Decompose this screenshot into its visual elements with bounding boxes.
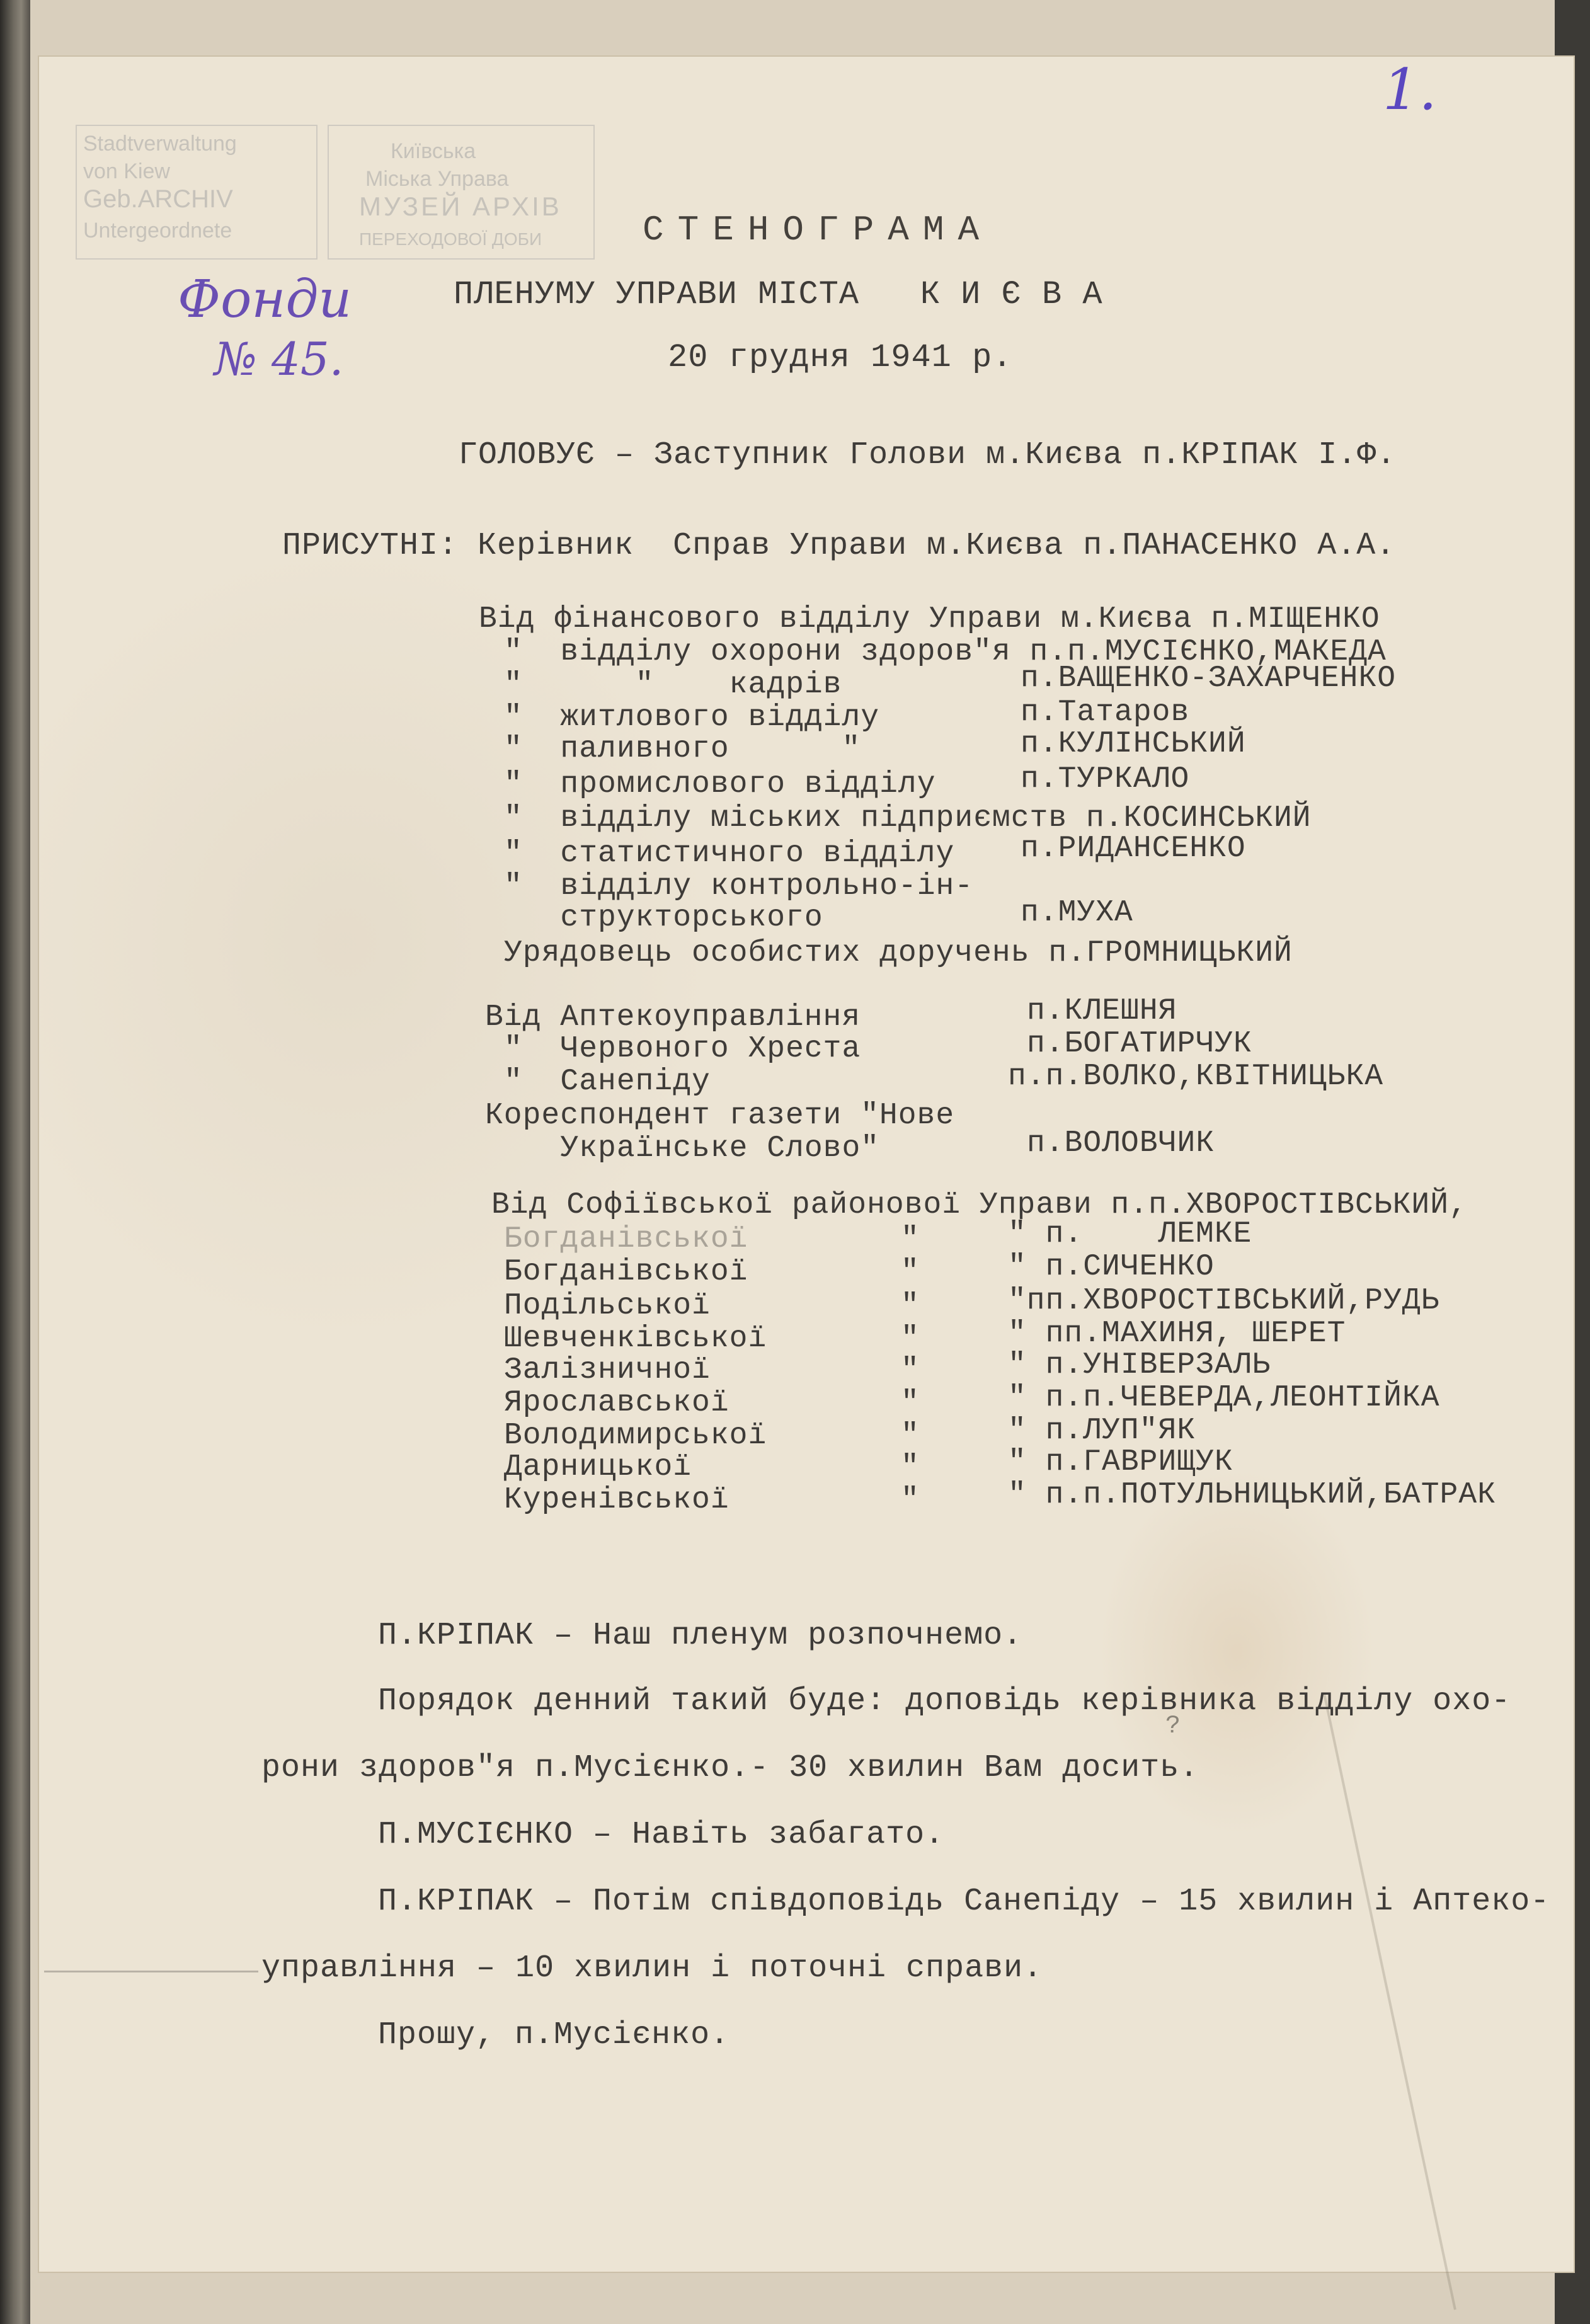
district-ditto: " <box>901 1322 920 1356</box>
stamp-ukrainian-line-3: МУЗЕЙ АРХІВ <box>359 192 562 221</box>
department-left: " " кадрів <box>504 668 842 702</box>
department-left: структорського <box>504 901 823 935</box>
department-right: п.КУЛІНСЬКИЙ <box>1021 727 1246 761</box>
department-left: " промислового відділу <box>504 767 936 801</box>
district-ditto: " <box>901 1419 920 1453</box>
district-name: Шевченківської <box>504 1322 767 1356</box>
districts-intro: Від Софіївської районової Управи п.п.ХВОРОСТІВСЬКИЙ, <box>491 1188 1468 1222</box>
document-date: 20 грудня 1941 р. <box>668 339 1013 376</box>
document-page <box>38 55 1575 2273</box>
district-name: Куренівської <box>504 1483 729 1517</box>
chair-line: ГОЛОВУЄ – Заступник Голови м.Києва п.КРІПАК І.Ф. <box>459 437 1397 473</box>
transcript-line: Порядок денний такий буде: доповідь керівника відділу охо- <box>378 1683 1511 1719</box>
document-subtitle: ПЛЕНУМУ УПРАВИ МІСТА К И Є В А <box>454 276 1103 313</box>
department-left: " відділу охорони здоров"я п.п.МУСІЄНКО,МАКЕДА <box>504 635 1387 669</box>
department-right: п.МУХА <box>1021 896 1133 930</box>
department-left: " відділу контрольно-ін- <box>504 869 974 903</box>
district-rep: " п.СИЧЕНКО <box>1008 1250 1215 1284</box>
department-left: Урядовець особистих доручень п.ГРОМНИЦЬКИЙ <box>504 936 1293 970</box>
stamp-german-line-2: von Kiew <box>83 159 170 183</box>
district-rep: " п.п.ЧЕВЕРДА,ЛЕОНТІЙКА <box>1008 1381 1440 1415</box>
transcript-line: рони здоров"я п.Мусієнко.- 30 хвилин Вам досить. <box>261 1750 1199 1786</box>
district-name: Залізничної <box>504 1353 711 1387</box>
folio-number: 1. <box>1383 57 1437 123</box>
district-name: Богданівської <box>504 1222 748 1256</box>
handwritten-fond-number: № 45. <box>214 333 344 386</box>
district-ditto: " <box>901 1483 920 1517</box>
organization-right: п.КЛЕШНЯ <box>1027 994 1177 1028</box>
organization-left: Від Аптекоуправління <box>485 1000 861 1034</box>
transcript-line: Прошу, п.Мусієнко. <box>378 2017 730 2053</box>
district-rep: " п.п.ПОТУЛЬНИЦЬКИЙ,БАТРАК <box>1008 1478 1496 1512</box>
district-name: Богданівської <box>504 1255 748 1289</box>
district-rep: " п.ГАВРИЩУК <box>1008 1445 1233 1479</box>
organization-left: " Санепіду <box>504 1065 711 1099</box>
transcript-line: управління – 10 хвилин і поточні справи. <box>261 1950 1043 1986</box>
district-rep: " п. ЛЕМКЕ <box>1008 1217 1252 1251</box>
handwritten-fond-label: Фонди <box>178 270 352 329</box>
district-ditto: " <box>901 1255 920 1289</box>
paper-crease <box>1323 1693 1456 2310</box>
transcript-line: П.КРІПАК – Потім співдоповідь Санепіду – 15 хвилин і Аптеко- <box>378 1884 1550 1920</box>
binder-edge <box>0 0 30 2324</box>
department-right: п.ВАЩЕНКО-ЗАХАРЧЕНКО <box>1021 661 1397 695</box>
transcript-line: П.КРІПАК – Наш пленум розпочнемо. <box>378 1618 1023 1654</box>
district-name: Ярославської <box>504 1386 729 1420</box>
stamp-german-line-1: Stadtverwaltung <box>83 132 237 156</box>
transcript-line: П.МУСІЄНКО – Навіть забагато. <box>378 1817 945 1853</box>
organization-left: Кореспондент газети "Нове <box>485 1099 955 1133</box>
department-left: Від фінансового відділу Управи м.Києва п.МІЩЕНКО <box>479 602 1380 636</box>
district-ditto: " <box>901 1386 920 1420</box>
stamp-ukrainian-line-1: Київська <box>391 139 476 163</box>
district-name: Дарницької <box>504 1450 692 1484</box>
district-rep: " пп.МАХИНЯ, ШЕРЕТ <box>1008 1317 1346 1351</box>
pencil-mark: ? <box>1165 1712 1181 1741</box>
district-name: Подільської <box>504 1289 711 1323</box>
organization-right: п.ВОЛОВЧИК <box>1027 1126 1215 1160</box>
organization-left: " Червоного Хреста <box>504 1032 861 1066</box>
stamp-ukrainian-line-2: Міська Управа <box>365 167 509 191</box>
department-left: " відділу міських підприємств п.КОСИНСЬКИЙ <box>504 801 1312 835</box>
department-right: п.ТУРКАЛО <box>1021 762 1190 796</box>
stamp-german-line-3: Geb.ARCHIV <box>83 185 233 213</box>
district-ditto: " <box>901 1353 920 1387</box>
stamp-german-line-4: Untergeordnete <box>83 219 232 243</box>
organization-right: п.п.ВОЛКО,КВІТНИЦЬКА <box>1008 1060 1384 1094</box>
document-title: СТЕНОГРАМА <box>643 210 993 250</box>
district-rep: " п.УНІВЕРЗАЛЬ <box>1008 1348 1271 1382</box>
department-left: " паливного " <box>504 732 861 766</box>
department-right: п.Татаров <box>1021 695 1190 730</box>
district-ditto: " <box>901 1222 920 1256</box>
district-rep: " п.ЛУП"ЯК <box>1008 1414 1196 1448</box>
district-rep: "пп.ХВОРОСТІВСЬКИЙ,РУДЬ <box>1008 1284 1440 1318</box>
thread-mark <box>44 1971 258 1972</box>
present-intro: ПРИСУТНІ: Керівник Справ Управи м.Києва п.ПАНАСЕНКО А.А. <box>282 528 1396 564</box>
organization-left: Українське Слово" <box>504 1131 880 1165</box>
district-ditto: " <box>901 1289 920 1323</box>
organization-right: п.БОГАТИРЧУК <box>1027 1027 1252 1061</box>
district-name: Володимирської <box>504 1419 767 1453</box>
department-left: " житлового відділу <box>504 701 880 735</box>
department-left: " статистичного відділу <box>504 837 955 871</box>
department-right: п.РИДАНСЕНКО <box>1021 832 1246 866</box>
district-ditto: " <box>901 1450 920 1484</box>
stamp-ukrainian-line-4: ПЕРЕХОДОВОЇ ДОБИ <box>359 229 542 249</box>
